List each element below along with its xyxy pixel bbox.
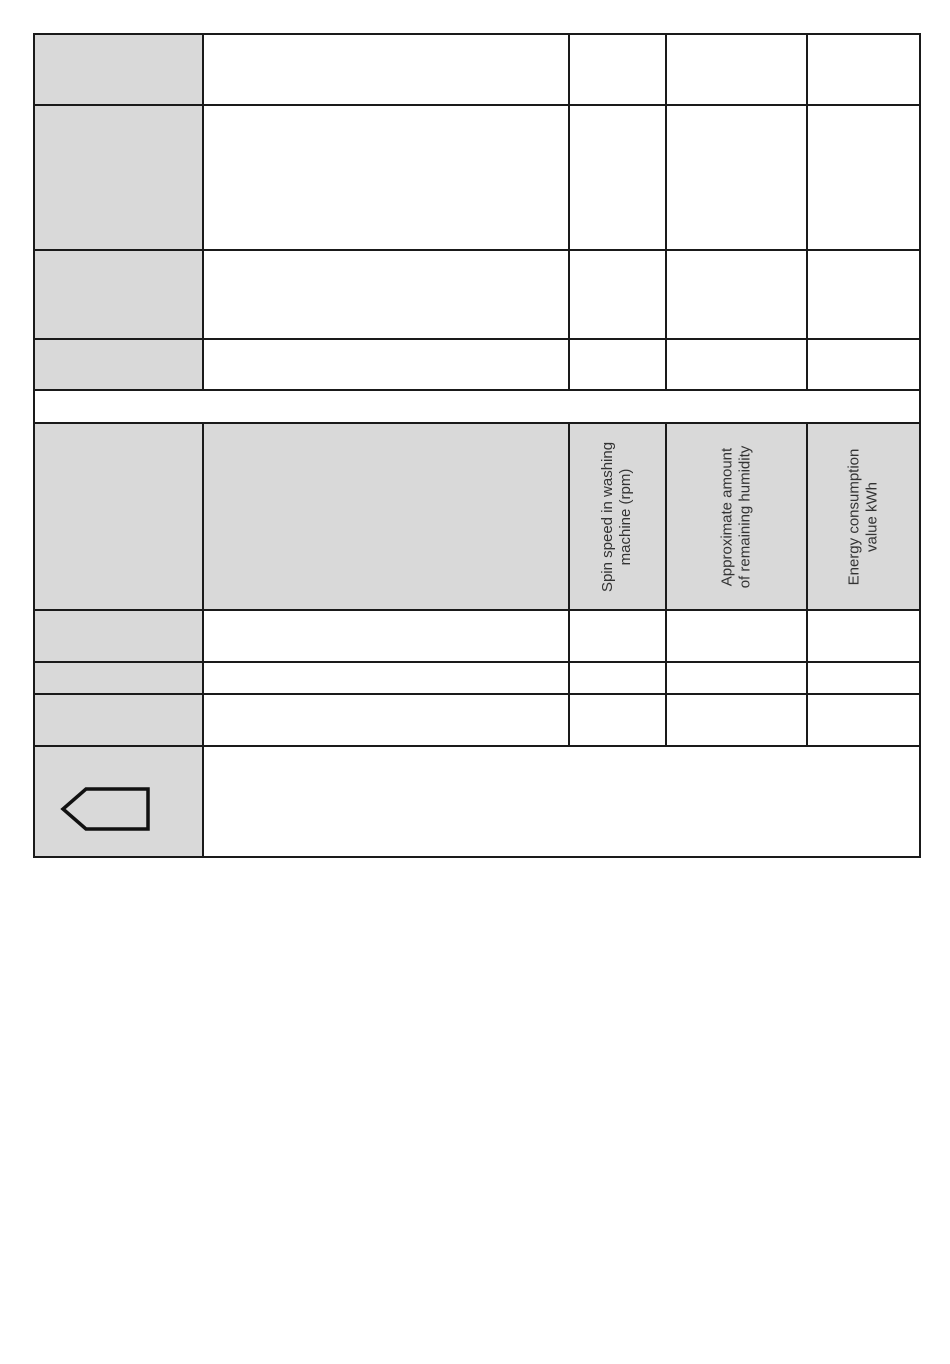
upper-row-3-label-cell [35,250,203,339]
table-rule [34,33,921,35]
lower-row-3-label-cell [35,694,203,746]
remaining-humidity-header-text [719,445,755,588]
spin-speed-header [570,424,665,609]
energy-consumption-header-line-2: value kWh [863,481,881,552]
energy-consumption-header [808,424,919,609]
table-rule [34,338,921,340]
energy-consumption-header-line-1: Energy consumption [845,448,863,585]
table-rule [919,33,921,858]
upper-row-2-label-cell [35,105,203,250]
table-rule [665,33,667,391]
table-rule [34,609,921,611]
table-rule [34,856,921,858]
remaining-humidity-header [667,424,806,609]
table-rule [202,422,204,858]
spin-speed-header-line-2: machine (rpm) [617,468,635,565]
table-rule [34,693,921,695]
upper-row-4-label-cell [35,339,203,390]
table-rule [34,745,921,747]
table-rule [34,389,921,391]
lower-row-2-label-cell [35,662,203,694]
lower-row-1-label-cell [35,610,203,662]
table-rule [33,33,35,858]
table-rule [806,33,808,391]
remaining-humidity-header-line-1: Approximate amount [718,447,736,586]
table-rule [202,33,204,391]
table-rule [34,661,921,663]
upper-row-1-label-cell [35,35,203,105]
remaining-humidity-header-line-2: of remaining humidity [736,445,754,588]
table-rule [34,104,921,106]
table-rule [34,249,921,251]
label-tag-icon [60,786,152,832]
energy-consumption-header-text [846,448,882,585]
table-rule [568,33,570,391]
spin-speed-header-text [600,441,636,591]
spin-speed-header-line-1: Spin speed in washing [599,441,617,592]
